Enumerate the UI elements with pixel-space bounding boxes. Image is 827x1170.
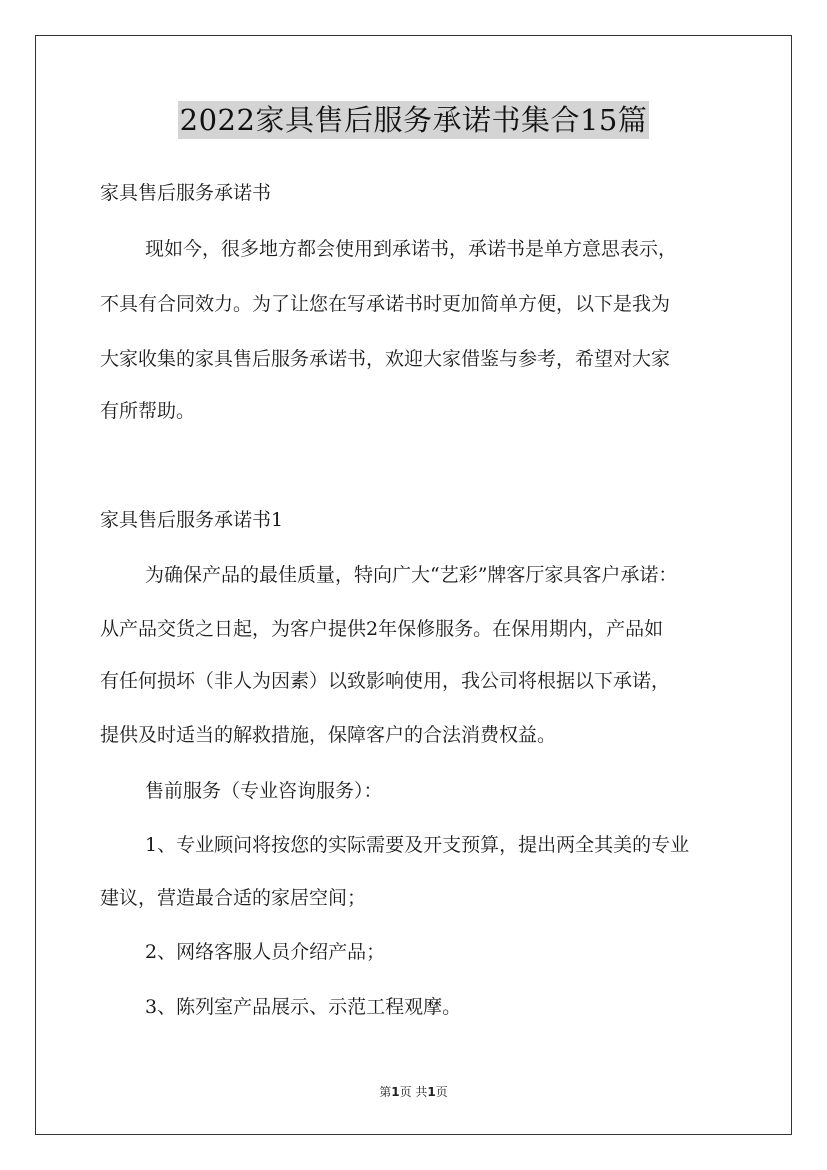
list-item-2: 2、网络客服人员介绍产品； [145, 941, 386, 963]
intro-line: 现如今，很多地方都会使用到承诺书，承诺书是单方意思表示， [145, 238, 678, 260]
paragraph-line: 为确保产品的最佳质量，特向广大“艺彩”牌客厅家具客户承诺： [145, 564, 678, 586]
list-item-3: 3、陈列室产品展示、示范工程观摩。 [145, 996, 462, 1018]
intro-line: 大家收集的家具售后服务承诺书，欢迎大家借鉴与参考，希望对大家 [100, 348, 671, 370]
section-heading: 家具售后服务承诺书 [100, 182, 272, 204]
title-wrap [0, 101, 827, 139]
page-mid: 页 共 [399, 1085, 428, 1099]
page-suffix: 页 [435, 1085, 448, 1099]
list-item-1: 1、专业顾问将按您的实际需要及开支预算，提出两全其美的专业 [145, 834, 690, 856]
page-footer [0, 1084, 827, 1100]
document-title: 2022家具售后服务承诺书集合15篇 [179, 103, 648, 137]
subsection-heading: 家具售后服务承诺书1 [100, 509, 284, 531]
intro-line: 不具有合同效力。为了让您在写承诺书时更加简单方便，以下是我为 [100, 293, 671, 315]
intro-line: 有所帮助。 [100, 400, 196, 422]
paragraph-line: 提供及时适当的解救措施，保障客户的合法消费权益。 [100, 724, 557, 746]
paragraph-line: 有任何损坏（非人为因素）以致影响使用，我公司将根据以下承诺， [100, 670, 671, 692]
page-number: 1 [391, 1085, 400, 1099]
presale-heading: 售前服务（专业咨询服务）： [145, 780, 383, 802]
page-total: 1 [427, 1085, 436, 1099]
paragraph-line: 从产品交货之日起，为客户提供2年保修服务。在保用期内，产品如 [100, 618, 664, 640]
list-item-1-continuation: 建议，营造最合适的家居空间； [100, 887, 367, 909]
page-prefix: 第 [379, 1085, 392, 1099]
